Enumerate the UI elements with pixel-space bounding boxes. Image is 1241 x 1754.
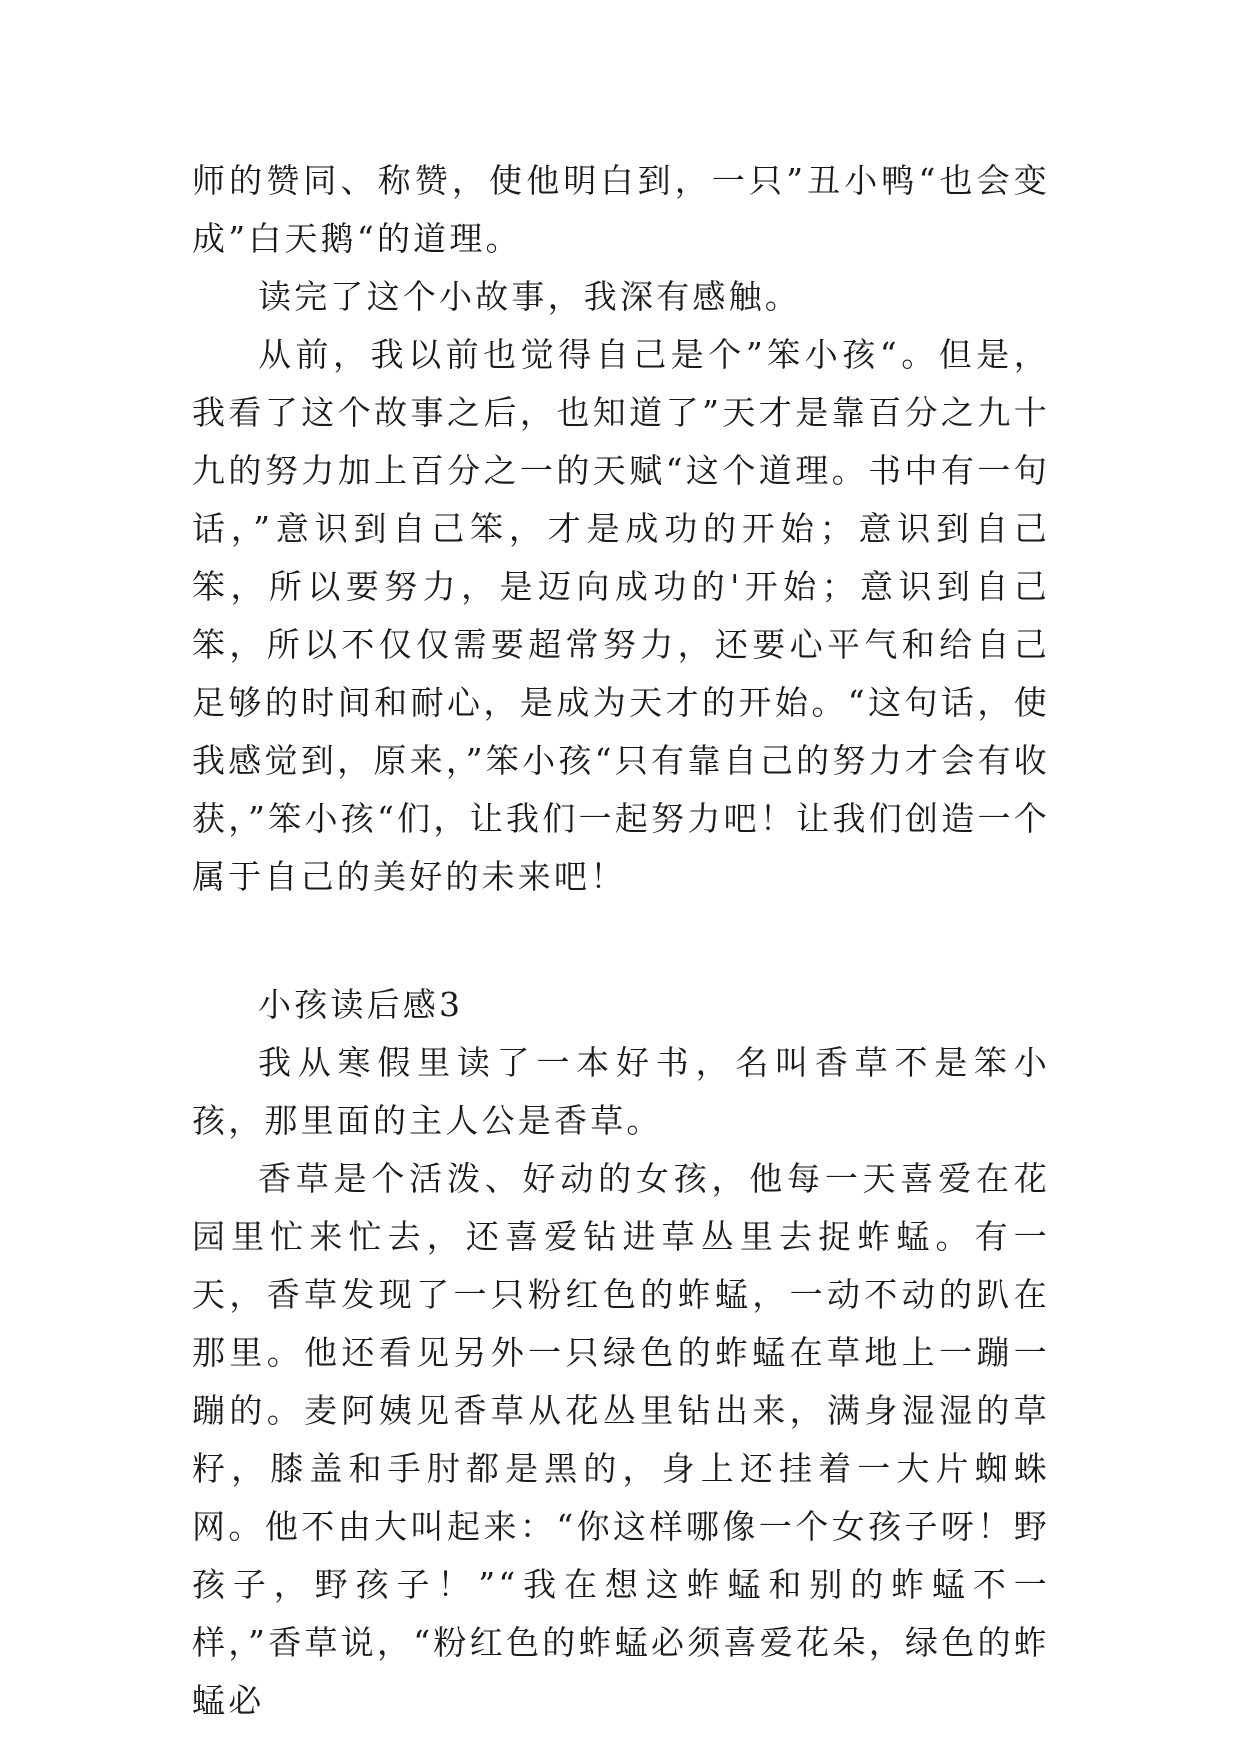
paragraph-story: 香草是个活泼、好动的女孩，他每一天喜爱在花园里忙来忙去，还喜爱钻进草丛里去捉蚱蜢。有一天，香草发现了一只粉红色的蚱蜢，一动不动的趴在那里。他还看见另外一只绿色的蚱蜢在草地上一蹦一蹦的。麦阿姨见香草从花丛里钻出来，满身湿湿的草籽，膝盖和手肘都是黑的，身上还挂着一大片蜘蛛网。他不由大叫起来：“你这样哪像一个女孩子呀！野孩子，野孩子！”“我在想这蚱蜢和别的蚱蜢不一样，”香草说，“粉红色的蚱蜢必须喜爱花朵，绿色的蚱蜢必 bbox=[192, 1159, 1050, 1720]
document-page bbox=[192, 152, 1050, 1730]
section-spacer bbox=[192, 906, 1050, 976]
paragraph-continued: 师的赞同、称赞，使他明白到，一只”丑小鸭“也会变成”白天鹅“的道理。 bbox=[192, 161, 1050, 258]
paragraph-reflection: 读完了这个小故事，我深有感触。 bbox=[258, 277, 801, 316]
section-heading: 小孩读后感3 bbox=[258, 985, 464, 1024]
paragraph-body: 从前，我以前也觉得自己是个”笨小孩“。但是，我看了这个故事之后，也知道了”天才是靠百分之九十九的努力加上百分之一的天赋“这个道理。书中有一句话，”意识到自己笨，才是成功的开始；意识到自己笨，所以要努力，是迈向成功的'开始；意识到自己笨，所以不仅仅需要超常努力，还要心平气和给自己足够的时间和耐心，是成为天才的开始。“这句话，使我感觉到，原来，”笨小孩“只有靠自己的努力才会有收获，”笨小孩“们，让我们一起努力吧！让我们创造一个属于自己的美好的未来吧！ bbox=[192, 335, 1050, 896]
paragraph-intro: 我从寒假里读了一本好书，名叫香草不是笨小孩，那里面的主人公是香草。 bbox=[192, 1043, 1050, 1140]
